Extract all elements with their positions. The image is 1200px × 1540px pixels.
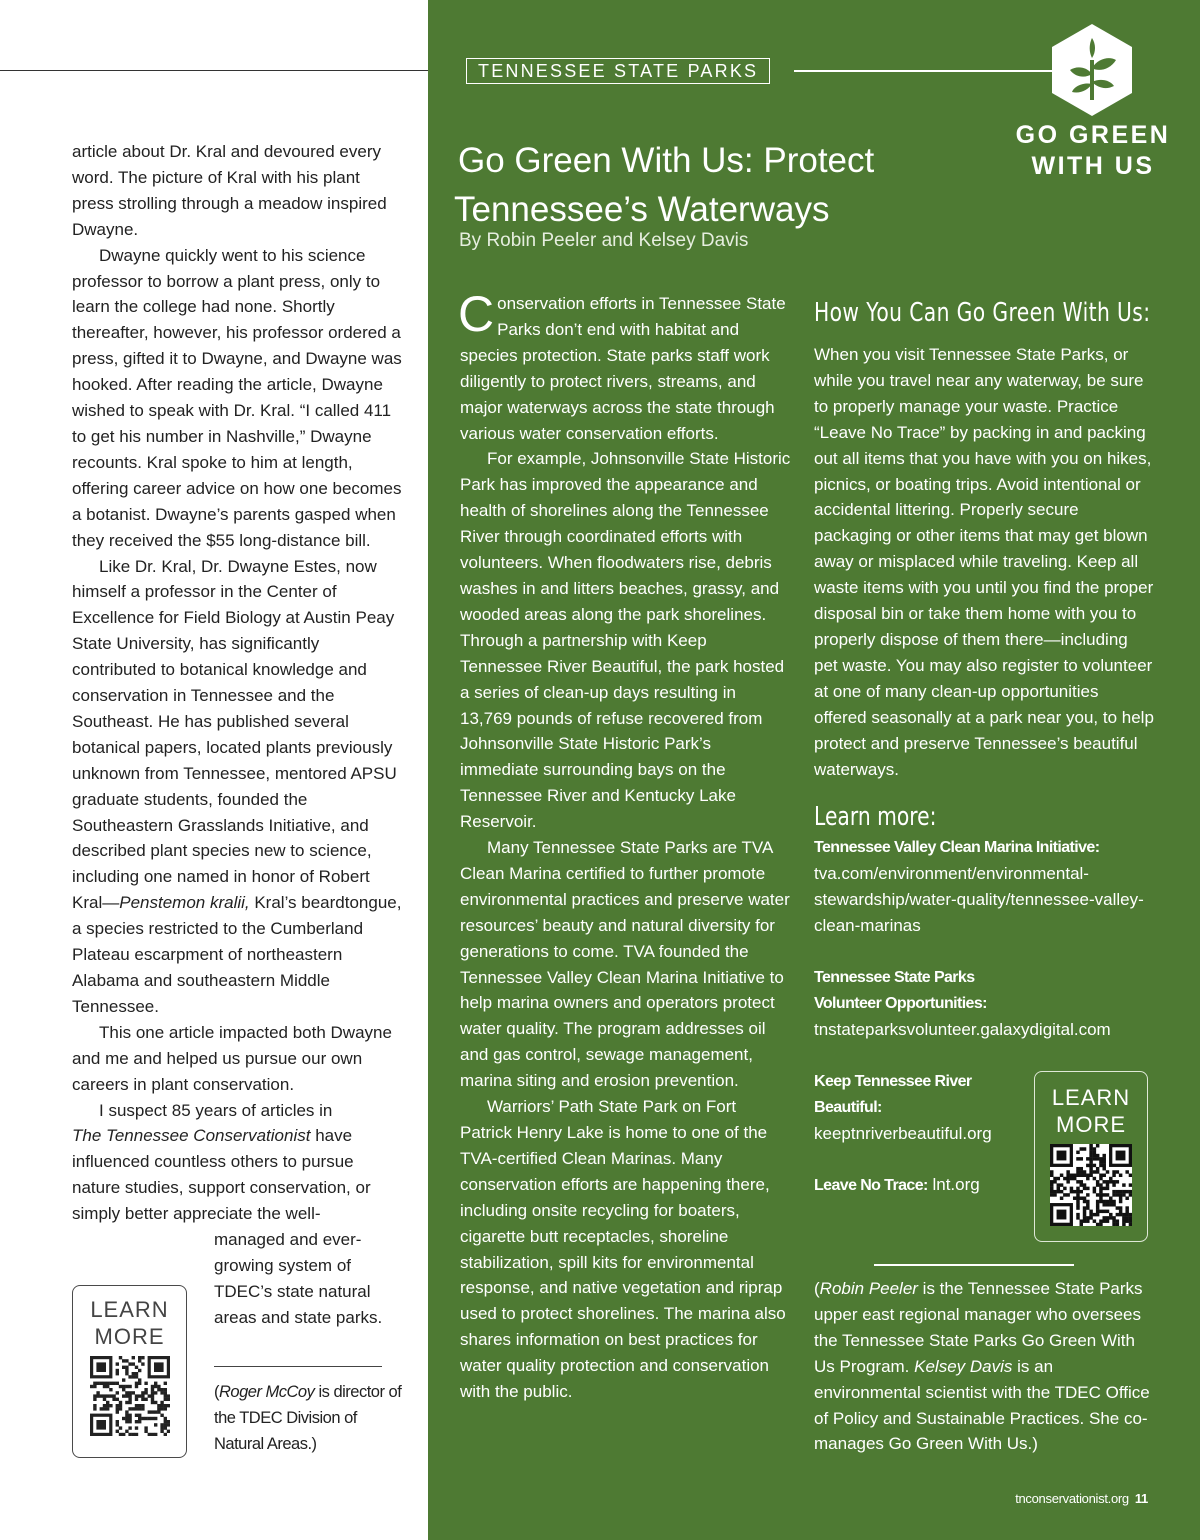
page-number: 11: [1134, 1491, 1148, 1506]
bio-paren: (: [814, 1279, 820, 1298]
main-article-column: [458, 286, 792, 1405]
bio-text: is an environmental scientist with the TDEC Office of Policy and Sustainable Practices. She co-manages Go Green With Us.): [814, 1356, 1150, 1454]
learn-more-label: LEARN MORE: [90, 1297, 169, 1349]
bio-divider: [874, 1264, 1074, 1266]
left-paragraph: article about Dr. Kral and devoured every word. The picture of Kral with his plant press strolling through a meadow inspired Dwayne.: [72, 142, 387, 239]
page-footer: [1015, 1491, 1148, 1506]
left-paragraph-wrapped: managed and ever-growing system of TDEC’s state natural areas and state parks.: [214, 1230, 383, 1327]
qr-code-icon[interactable]: [90, 1356, 170, 1436]
logo-text-line: GO GREEN: [1015, 121, 1171, 149]
bio-text: is the Tennessee State Parks upper east regional manager who oversees the Tennessee State Parks Go Green With Us Program.: [814, 1279, 1143, 1376]
main-paragraph: Many Tennessee State Parks are TVA Clean Marina certified to further promote environmental practices and preserve water resources’ beauty and natural diversity for generations to come. TVA founded the Tennessee Valley Clean Marina Initiative to help marina owners and operators protect water quality. The program addresses oil and gas control, sewage management, marina siting and erosion prevention.: [460, 838, 790, 1091]
resource-item: [814, 1069, 1004, 1147]
byline: By Robin Peeler and Kelsey Davis: [459, 230, 749, 251]
learn-more-qr-card[interactable]: [1034, 1071, 1148, 1242]
green-article-panel: [428, 0, 1200, 1540]
resource-label: Tennessee State Parks Volunteer Opportunities:: [814, 969, 987, 1012]
resource-item: [814, 965, 1111, 1043]
learn-more-heading: Learn more:: [814, 802, 937, 833]
sidebar-column: [814, 296, 1154, 1199]
left-paragraph-text: Like Dr. Kral, Dr. Dwayne Estes, now himself a professor in the Center of Excellence for Field Biology at Austin Peay State University, has significantly contributed to botanical knowledge and conservation in Tennessee and the Southeast. He has published several botanical papers, located plants previously unknown from Tennessee, mentored APSU graduate students, founded the Southeastern Grasslands Initiative, and described plant species new to science, including one named in honor of Robert Kral—: [72, 556, 397, 913]
author-bio-left: [214, 1380, 404, 1458]
howto-heading: How You Can Go Green With Us:: [814, 298, 1151, 328]
left-paragraph-text: I suspect 85 years of articles in: [99, 1100, 333, 1120]
bio-author-name: Roger McCoy: [219, 1383, 315, 1401]
left-paragraph-text: have influenced countless others to pursue nature studies, support conservation, or simply better appreciate the well-: [72, 1126, 371, 1224]
section-rule: [794, 70, 1064, 72]
article-title-line: Go Green With Us: Protect: [458, 141, 875, 180]
resource-link[interactable]: lnt.org: [932, 1175, 980, 1195]
howto-body: When you visit Tennessee State Parks, or while you travel near any waterway, be sure to properly manage your waste. Practice “Leave No Trace” by packing in and packing out all items that you have with you on hikes, picnics, or boating trips. Avoid intentional or accidental littering. Properly secure packaging or other items that may get blown away or misplaced while traveling. Keep all waste items with you until you find the proper disposal bin or take them home with you to properly dispose of them there—including pet waste. You may also register to volunteer at one of many clean-up opportunities offered seasonally at a park near you, to help protect and preserve Tennessee’s beautiful waterways.: [814, 345, 1154, 779]
bio-divider: [214, 1366, 382, 1367]
learn-more-qr-card[interactable]: [72, 1285, 187, 1458]
left-paragraph: [72, 1098, 404, 1228]
bio-author-name: Robin Peeler: [819, 1279, 918, 1298]
article-title: [454, 136, 934, 234]
main-paragraph: For example, Johnsonville State Historic Park has improved the appearance and health of shorelines along the Tennessee River through coordinated efforts with volunteers. When floodwaters rise, debris washes in and litters beaches, grassy, and wooded areas along the park shorelines. Through a partnership with Keep Tennessee River Beautiful, the park hosted a series of clean-up days resulting in 13,769 pounds of refuse recovered from Johnsonville State Historic Park’s immediate surrounding bays on the Tennessee River and Kentucky Lake Reservoir.: [460, 449, 791, 832]
resource-link[interactable]: keeptnriverbeautiful.org: [814, 1123, 992, 1143]
resource-link[interactable]: tnstateparksvolunteer.galaxydigital.com: [814, 1019, 1111, 1039]
main-paragraph: Warriors’ Path State Park on Fort Patrick Henry Lake is home to one of the TVA-certified Clean Marinas. Many conservation efforts are happening there, including onsite recycling for boaters, cigarette butt receptacles, shoreline stabilization, spill kits for environmental response, and native vegetation and riprap used to protect shorelines. The marina also shares information on best practices for water quality protection and conservation with the public.: [460, 1097, 786, 1402]
main-paragraph-text: onservation efforts in Tennessee State Parks don’t end with habitat and species protection. State parks staff work diligently to protect rivers, streams, and major waterways across the state through various water conservation efforts.: [460, 294, 786, 443]
section-label: TENNESSEE STATE PARKS: [466, 58, 770, 84]
resource-label: Tennessee Valley Clean Marina Initiative:: [814, 839, 1100, 857]
author-bio: [814, 1276, 1154, 1457]
bio-author-name: Kelsey Davis: [914, 1356, 1013, 1376]
left-paragraph: This one article impacted both Dwayne and me and helped us pursue our own careers in plant conservation.: [72, 1022, 392, 1094]
bio-text: is director of the TDEC Division of Natural Areas.): [214, 1383, 402, 1453]
drop-cap: C: [458, 286, 495, 342]
logo-text-line: WITH US: [1031, 152, 1155, 180]
left-paragraph: [72, 554, 404, 1020]
main-paragraph: [458, 286, 792, 446]
publication-name: The Tennessee Conservationist: [72, 1126, 311, 1146]
species-name: Penstemon kralii,: [119, 893, 250, 913]
logo-text: [1008, 120, 1178, 182]
learn-more-label: LEARN MORE: [1051, 1085, 1131, 1137]
top-divider: [0, 70, 428, 71]
left-paragraph: Dwayne quickly went to his science professor to borrow a plant press, only to learn the college had none. Shortly thereafter, however, his professor ordered a press, gifted it to Dwayne, and Dwayne was hooked. After reading the article, Dwayne wished to speak with Dr. Kral. “I called 411 to get his number in Nashville,” Dwayne recounts. Kral spoke to him at length, offering career advice on how one becomes a botanist. Dwayne’s parents gasped when they received the $55 long-distance bill.: [72, 245, 402, 550]
resource-label: Keep Tennessee River Beautiful:: [814, 1072, 972, 1116]
footer-site: tnconservationist.org: [1015, 1491, 1129, 1506]
leaf-hexagon-logo-icon: [1050, 22, 1134, 118]
bio-paren: (: [214, 1383, 219, 1401]
article-title-line: Tennessee’s Waterways: [454, 190, 830, 229]
resource-label: Leave No Trace:: [814, 1177, 928, 1195]
qr-code-icon[interactable]: [1050, 1144, 1132, 1226]
left-article-column: [72, 139, 404, 1331]
resource-link[interactable]: tva.com/environment/environmental-stewardship/water-quality/tennessee-valley-clean-marinas: [814, 864, 1144, 936]
species-description: Kral’s beardtongue, a species restricted to the Cumberland Plateau escarpment of northeastern Alabama and southeastern Middle Tennessee.: [72, 893, 402, 1016]
resource-item: [814, 834, 1154, 939]
